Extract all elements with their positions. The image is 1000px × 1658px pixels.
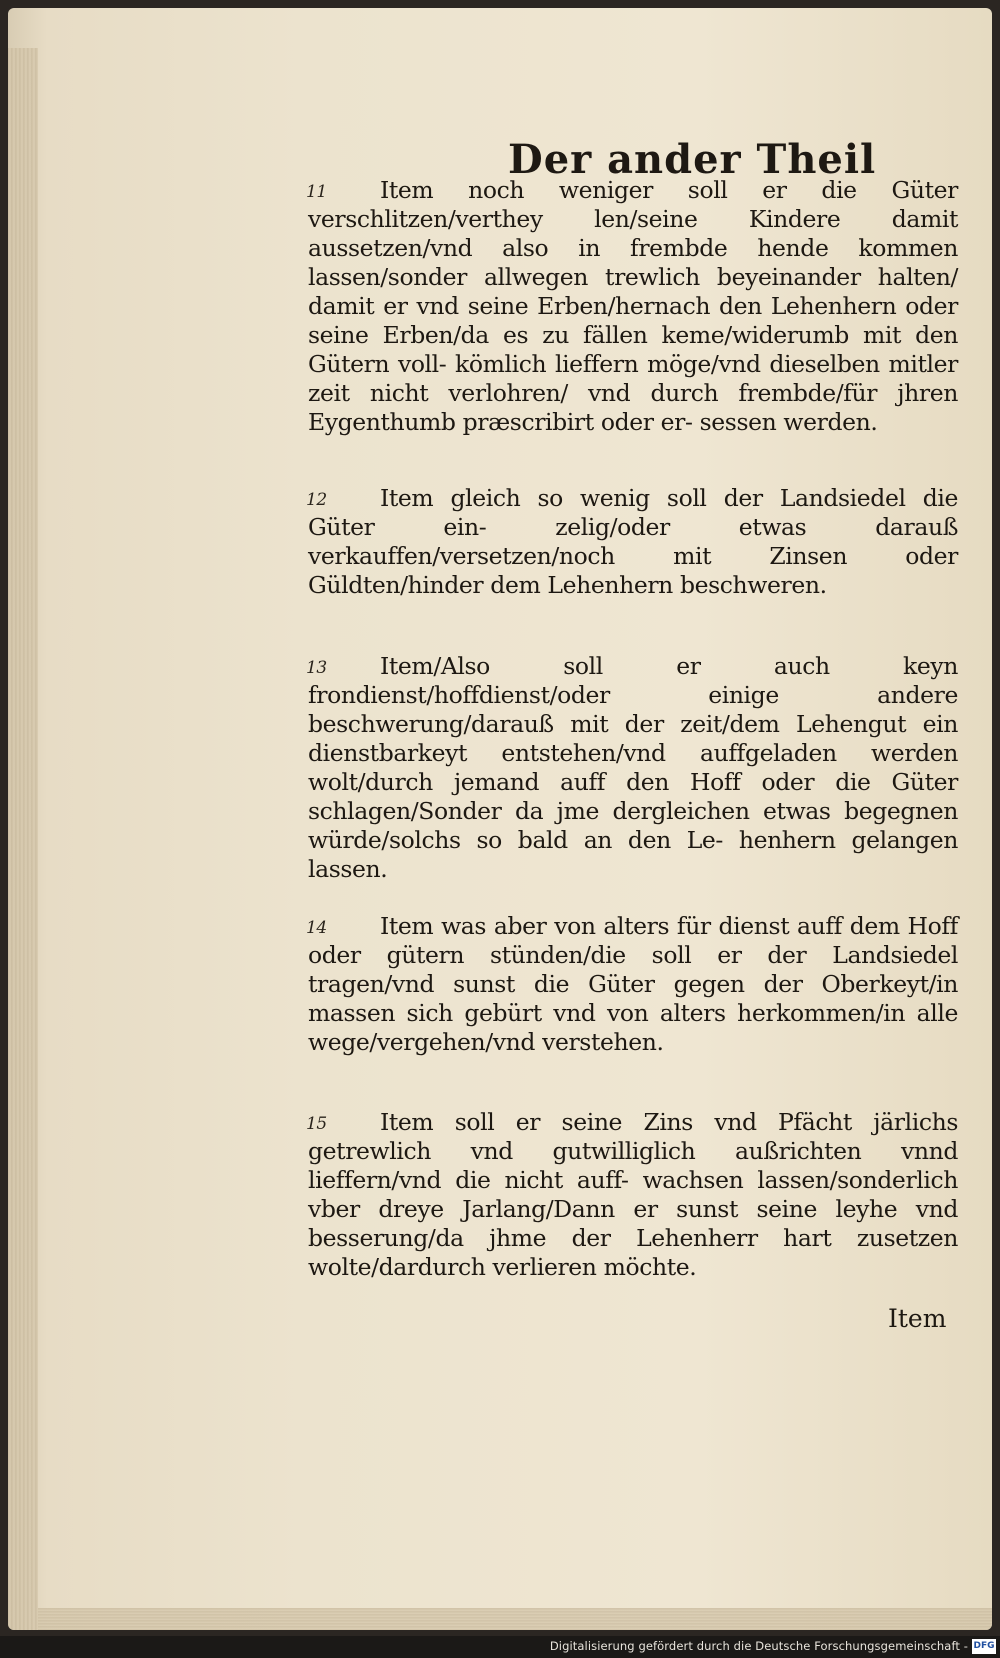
paragraph-number: 14 bbox=[306, 918, 327, 938]
paragraph-number: 12 bbox=[306, 490, 327, 510]
running-head: Der ander Theil bbox=[508, 136, 877, 183]
paragraph-text: Item gleich so wenig soll der Landsiedel die Güter ein- zelig/oder etwas darauß verkauffen/versetzen/noch mit Zinsen oder Güldten/hinder dem Lehenhern beschweren. bbox=[308, 484, 958, 599]
catchword: Item bbox=[888, 1304, 947, 1333]
paragraph-text: Item was aber von alters für dienst auff dem Hoff oder gütern stünden/die soll er der Landsiedel tragen/vnd sunst die Güter gegen der Oberkeyt/in massen sich gebürt vnd von alters herkommen/in alle wege/vergehen/vnd verstehen. bbox=[308, 912, 958, 1056]
book-page bbox=[8, 8, 992, 1630]
paragraph-number: 13 bbox=[306, 658, 327, 678]
paragraph-text: Item/Also soll er auch keyn frondienst/hoffdienst/oder einige andere beschwerung/darauß mit der zeit/dem Lehengut ein dienstbarkeyt entstehen/vnd auffgeladen werden wolt/durch jemand auff den Hoff oder die Güter schlagen/Sonder da jme dergleichen etwas begegnen würde/solchs so bald an den Le- henhern gelangen lassen. bbox=[308, 652, 958, 883]
paragraph-number: 11 bbox=[306, 182, 327, 202]
paragraph-text: Item noch weniger soll er die Güter verschlitzen/verthey len/seine Kindere damit aussetzen/vnd also in frembde hende kommen lassen/sonder allwegen trewlich beyeinander halten/ damit er vnd seine Erben/hernach den Lehenhern oder seine Erben/da es zu fällen keme/widerumb mit den Gütern voll- kömlich lieffern möge/vnd dieselben mitler zeit nicht verlohren/ vnd durch frembde/für jhren Eygenthumb præscribirt oder er- sessen werden. bbox=[308, 176, 958, 436]
funding-note: Digitalisierung gefördert durch die Deutsche Forschungsgemeinschaft - bbox=[549, 1639, 968, 1653]
digitization-footer bbox=[0, 1636, 1000, 1658]
paragraph-13 bbox=[308, 652, 958, 884]
paragraph-15 bbox=[308, 1108, 958, 1282]
dfg-logo-icon: DFG bbox=[972, 1639, 996, 1654]
paragraph-14 bbox=[308, 912, 958, 1057]
paragraph-number: 15 bbox=[306, 1114, 327, 1134]
paragraph-12 bbox=[308, 484, 958, 600]
paragraph-text: Item soll er seine Zins vnd Pfächt järlichs getrewlich vnd gutwilliglich außrichten vnnd lieffern/vnd die nicht auff- wachsen lassen/sonderlich vber dreye Jarlang/Dann er sunst seine leyhe vnd besserung/da jhme der Lehenherr hart zusetzen wolte/dardurch verlieren möchte. bbox=[308, 1108, 958, 1281]
page-bottom-edges bbox=[38, 1608, 992, 1630]
paragraph-11 bbox=[308, 176, 958, 437]
page-edges bbox=[8, 48, 38, 1630]
